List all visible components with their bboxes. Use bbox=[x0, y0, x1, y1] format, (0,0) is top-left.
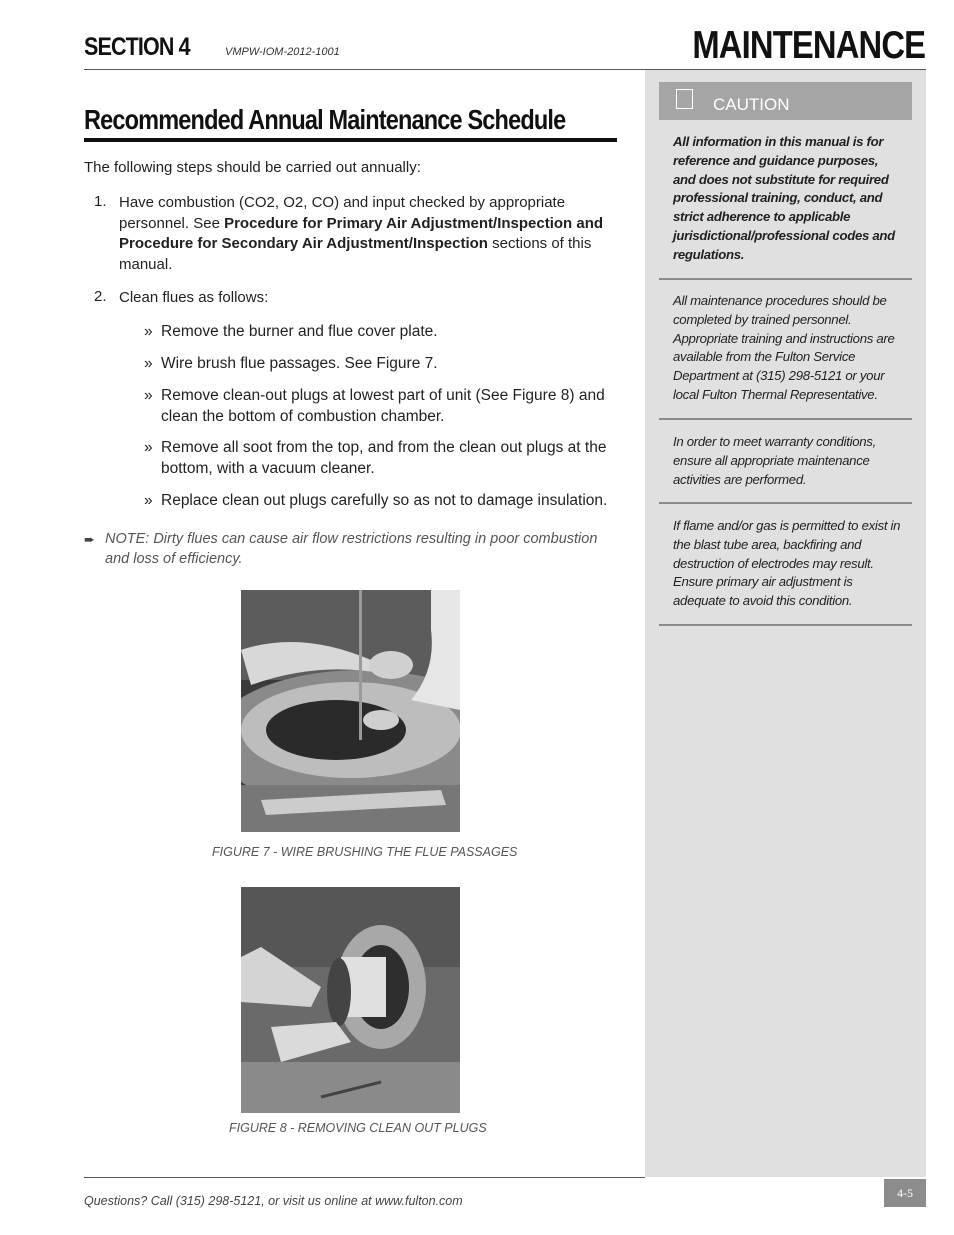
sidebar-divider bbox=[659, 278, 912, 280]
list-item bbox=[144, 321, 619, 342]
bullet-marker: » bbox=[144, 323, 153, 340]
section-label: SECTION 4 bbox=[84, 33, 190, 61]
bullet-marker: » bbox=[144, 439, 153, 456]
bullet-marker: » bbox=[144, 492, 153, 509]
step-1-text-before: Have combustion (CO2, O2, CO) and input checked by appropriate personnel. See bbox=[119, 194, 566, 232]
sidebar-divider bbox=[659, 502, 912, 504]
list-item bbox=[144, 353, 619, 374]
caution-label: CAUTION bbox=[713, 95, 790, 114]
note-text: NOTE: Dirty flues can cause air flow restrictions resulting in poor combustion and loss of efficiency. bbox=[105, 531, 598, 567]
figure-8-photo bbox=[241, 887, 460, 1113]
figure-8-caption: FIGURE 8 - REMOVING CLEAN OUT PLUGS bbox=[229, 1121, 487, 1135]
intro-text: The following steps should be carried out annually: bbox=[84, 159, 421, 176]
step-number: 1. bbox=[94, 193, 107, 210]
figure-7-photo bbox=[241, 590, 460, 832]
list-item-text: Remove clean-out plugs at lowest part of unit (See Figure 8) and clean the bottom of combustion chamber. bbox=[161, 387, 605, 425]
bullet-marker: » bbox=[144, 355, 153, 372]
page-title: MAINTENANCE bbox=[692, 24, 925, 67]
page-number-badge: 4-5 bbox=[884, 1179, 926, 1207]
list-item-text: Remove the burner and flue cover plate. bbox=[161, 323, 438, 340]
note-callout bbox=[84, 529, 619, 569]
footer-divider bbox=[84, 1177, 645, 1178]
step-number: 2. bbox=[94, 288, 107, 305]
procedure-reference: Procedure for Primary Air Adjustment/Inspection and Procedure for Secondary Air Adjustment/Inspection bbox=[119, 214, 604, 252]
heading-underline bbox=[84, 138, 617, 142]
sidebar-divider bbox=[659, 418, 912, 420]
caution-note-backfire: If flame and/or gas is permitted to exist in the blast tube area, backfiring and destruction of electrodes may result. Ensure primary air adjustment is adequate to avoid this condition. bbox=[673, 518, 901, 609]
footer-contact: Questions? Call (315) 298-5121, or visit us online at www.fulton.com bbox=[84, 1194, 463, 1208]
note-arrow-icon: ➨ bbox=[84, 532, 95, 547]
wire-brushing-photo-illustration bbox=[241, 590, 460, 832]
list-item bbox=[144, 490, 619, 511]
caution-banner bbox=[659, 82, 912, 120]
list-item bbox=[144, 385, 619, 427]
figure-7-caption: FIGURE 7 - WIRE BRUSHING THE FLUE PASSAGES bbox=[212, 845, 518, 859]
caution-note-disclaimer: All information in this manual is for reference and guidance purposes, and does not substitute for required professional training, conduct, and strict adherence to applicable jurisdictional/professional codes and regulations. bbox=[673, 134, 895, 262]
caution-note-warranty: In order to meet warranty conditions, ensure all appropriate maintenance activities are performed. bbox=[673, 434, 876, 487]
list-item-text: Wire brush flue passages. See Figure 7. bbox=[161, 355, 438, 372]
removing-plugs-photo-illustration bbox=[241, 887, 460, 1113]
list-item bbox=[144, 437, 619, 479]
section-heading: Recommended Annual Maintenance Schedule bbox=[84, 104, 566, 135]
step-2-text: Clean flues as follows: bbox=[119, 289, 269, 306]
step-1-text-after: sections of this manual. bbox=[119, 235, 592, 273]
step-1-text bbox=[119, 193, 611, 275]
caution-note-training: All maintenance procedures should be completed by trained personnel. Appropriate training and instructions are available from the Fulton Service Department at (315) 298-5121 or your local Fulton Thermal Representative. bbox=[673, 293, 895, 402]
document-code: VMPW-IOM-2012-1001 bbox=[225, 46, 340, 58]
caution-checkbox-icon bbox=[676, 89, 693, 109]
list-item-text: Remove all soot from the top, and from the clean out plugs at the bottom, with a vacuum cleaner. bbox=[161, 439, 607, 477]
bullet-marker: » bbox=[144, 387, 153, 404]
sidebar-divider bbox=[659, 624, 912, 626]
list-item-text: Replace clean out plugs carefully so as not to damage insulation. bbox=[161, 492, 608, 509]
